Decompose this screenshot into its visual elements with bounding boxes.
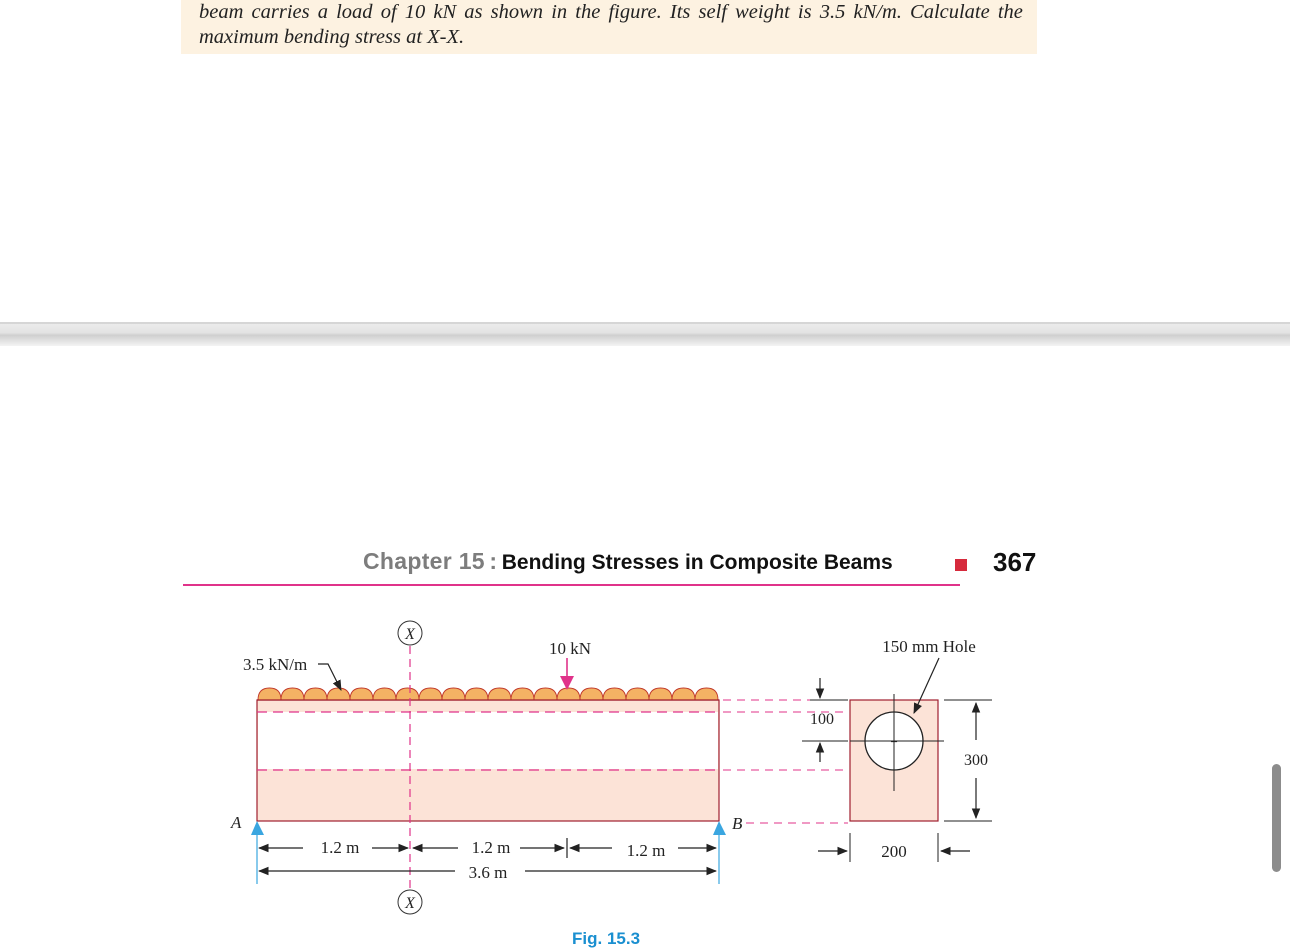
udl-scallop [442, 688, 465, 700]
udl-scallop [258, 688, 281, 700]
problem-word: load [336, 1, 373, 23]
udl-scallop [626, 688, 649, 700]
udl-scallop [695, 688, 718, 700]
problem-word: the [997, 1, 1023, 23]
beam-hole-band [258, 712, 718, 769]
problem-word: Calculate [910, 1, 990, 23]
udl-scallop [327, 688, 350, 700]
dim-200-label: 200 [881, 842, 907, 861]
problem-word: is [797, 1, 812, 23]
udl-scallop [304, 688, 327, 700]
problem-word: beam [199, 1, 244, 23]
problem-word: as [464, 1, 483, 23]
chapter-label: Chapter 15 [363, 548, 485, 574]
problem-word: shown [490, 1, 544, 23]
problem-word: 10 [404, 1, 426, 23]
span-1-label: 1.2 m [320, 838, 360, 857]
udl-load [258, 688, 718, 700]
svg-text:+: + [890, 734, 898, 749]
udl-label: 3.5 kN/m [243, 655, 308, 674]
point-load-label: 10 kN [548, 639, 592, 658]
support-b-label: B [732, 814, 743, 833]
figure-caption: Fig. 15.3 [572, 929, 641, 948]
udl-scallop [557, 688, 580, 700]
problem-word: carries [251, 1, 310, 23]
udl-scallop [281, 688, 304, 700]
problem-word: self [698, 1, 727, 23]
total-span-label: 3.6 m [468, 863, 508, 882]
problem-word: in [551, 1, 568, 23]
chapter-title: Bending Stresses in Composite Beams [501, 551, 893, 574]
span-3-label: 1.2 m [626, 841, 666, 860]
span-2-label: 1.2 m [471, 838, 511, 857]
problem-line-2: maximum bending stress at X-X. [199, 26, 465, 48]
udl-scallop [396, 688, 419, 700]
udl-scallop [649, 688, 672, 700]
problem-word: of [380, 1, 397, 23]
udl-scallop [350, 688, 373, 700]
problem-word: the [575, 1, 601, 23]
udl-scallop [534, 688, 557, 700]
udl-scallop [672, 688, 695, 700]
problem-word: figure. [608, 1, 662, 23]
support-a-icon [251, 821, 264, 835]
section-marker-bottom-label: X [405, 895, 415, 912]
udl-scallop [511, 688, 534, 700]
hole-label: 150 mm Hole [882, 637, 976, 656]
section-marker-top-label: X [405, 626, 415, 643]
scrollbar-thumb[interactable] [1272, 764, 1281, 872]
problem-word: a [317, 1, 328, 23]
dim-100-label: 100 [810, 711, 834, 728]
udl-scallop [373, 688, 396, 700]
dim-300-label: 300 [964, 752, 988, 769]
page-number: 367 [993, 547, 1037, 577]
udl-scallop [580, 688, 603, 700]
udl-scallop [465, 688, 488, 700]
problem-word: weight [735, 1, 790, 23]
udl-scallop [603, 688, 626, 700]
udl-scallop [419, 688, 442, 700]
problem-word: Its [669, 1, 691, 23]
problem-word: kN/m. [853, 1, 902, 23]
problem-word: 3.5 [819, 1, 846, 23]
udl-scallop [488, 688, 511, 700]
chapter-separator: : [489, 548, 498, 574]
support-b-icon [713, 821, 726, 835]
support-a-label: A [231, 813, 242, 832]
problem-word: kN [433, 1, 457, 23]
